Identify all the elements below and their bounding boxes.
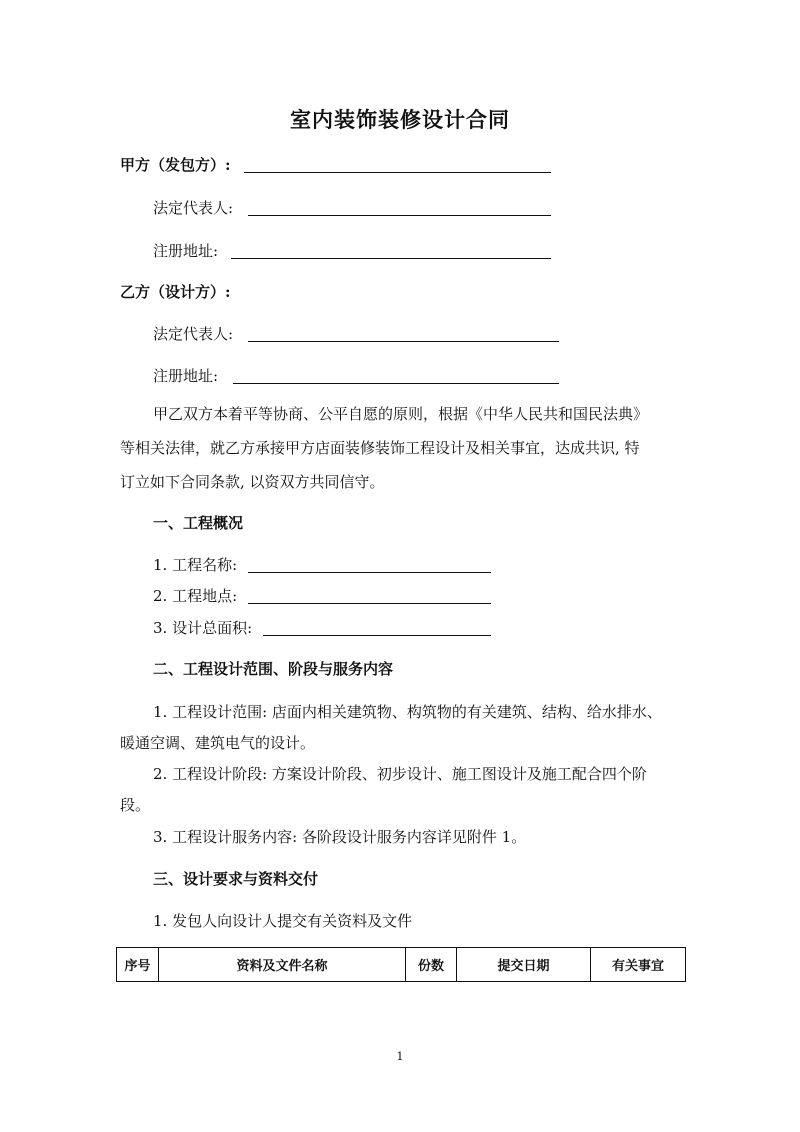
preamble-line-2: 等相关法律，就乙方承接甲方店面装修装饰工程设计及相关事宜，达成共识, 特 bbox=[120, 439, 640, 457]
party-b-addr-line bbox=[233, 383, 559, 384]
section-3-sub-1: 1. 发包人向设计人提交有关资料及文件 bbox=[153, 912, 413, 930]
col-header-remarks: 有关事宜 bbox=[591, 948, 686, 982]
party-a-label: 甲方（发包方）: bbox=[120, 156, 231, 174]
project-location-line bbox=[248, 603, 491, 604]
col-header-submit-date: 提交日期 bbox=[457, 948, 591, 982]
document-title: 室内装饰装修设计合同 bbox=[290, 107, 510, 132]
project-location-label: 2. 工程地点: bbox=[153, 587, 238, 605]
section-2-heading: 二、工程设计范围、阶段与服务内容 bbox=[153, 660, 394, 678]
design-scope-line-1: 1. 工程设计范围: 店面内相关建筑物、构筑物的有关建筑、结构、给水排水、 bbox=[153, 703, 662, 721]
design-stage-line-1: 2. 工程设计阶段: 方案设计阶段、初步设计、施工图设计及施工配合四个阶 bbox=[153, 765, 647, 783]
party-b-addr-label: 注册地址: bbox=[153, 367, 219, 385]
party-a-rep-label: 法定代表人: bbox=[153, 199, 234, 217]
document-submission-table bbox=[116, 947, 686, 982]
design-service-line: 3. 工程设计服务内容: 各阶段设计服务内容详见附件 1。 bbox=[153, 828, 527, 846]
col-header-copies: 份数 bbox=[406, 948, 457, 982]
design-area-label: 3. 设计总面积: bbox=[153, 619, 253, 637]
party-a-rep-line bbox=[248, 215, 551, 216]
page-number: 1 bbox=[396, 1050, 404, 1063]
party-a-addr-line bbox=[231, 258, 551, 259]
party-b-label: 乙方（设计方）: bbox=[120, 283, 231, 301]
party-b-rep-label: 法定代表人: bbox=[153, 325, 234, 343]
design-stage-line-2: 段。 bbox=[120, 796, 151, 814]
party-a-addr-label: 注册地址: bbox=[153, 242, 219, 260]
preamble-line-3: 订立如下合同条款, 以资双方共同信守。 bbox=[120, 473, 385, 491]
party-b-rep-line bbox=[248, 341, 559, 342]
preamble-line-1: 甲乙双方本着平等协商、公平自愿的原则，根据《中华人民共和国民法典》 bbox=[153, 405, 649, 423]
section-3-heading: 三、设计要求与资料交付 bbox=[153, 870, 319, 888]
table-header-row bbox=[117, 948, 686, 982]
design-area-line bbox=[263, 635, 491, 636]
project-name-label: 1. 工程名称: bbox=[153, 556, 238, 574]
party-a-name-line bbox=[244, 172, 551, 173]
col-header-seq: 序号 bbox=[117, 948, 159, 982]
project-name-line bbox=[248, 572, 491, 573]
design-scope-line-2: 暖通空调、建筑电气的设计。 bbox=[120, 734, 316, 752]
section-1-heading: 一、工程概况 bbox=[153, 514, 244, 532]
col-header-doc-name: 资料及文件名称 bbox=[159, 948, 406, 982]
